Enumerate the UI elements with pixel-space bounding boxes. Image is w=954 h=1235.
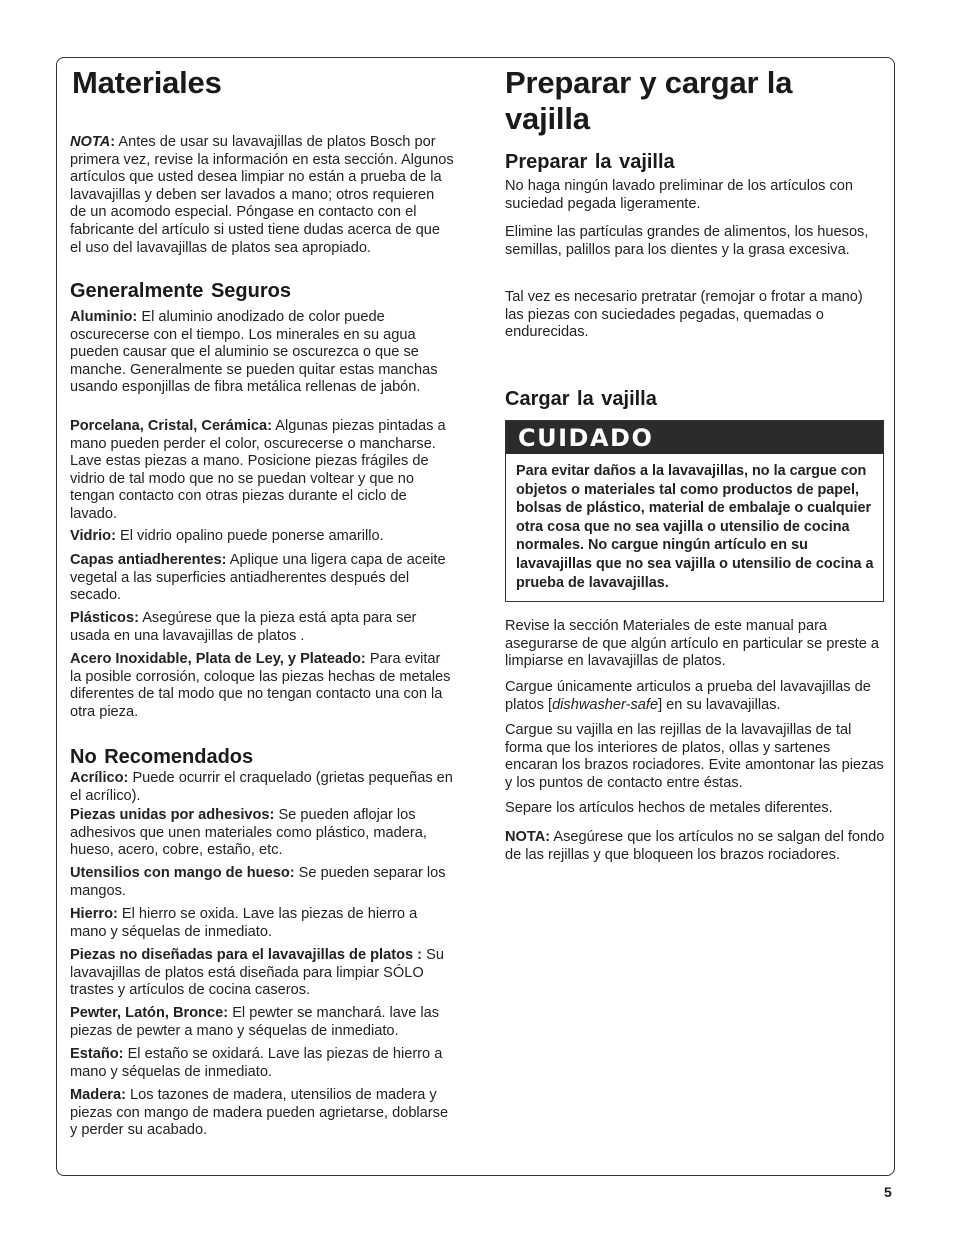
caution-text: Para evitar daños a la lavavajillas, no la cargue con objetos o materiales tal como productos de papel, bolsas de plástico, material de embalaje o cualquier otra cosa que no sea vajilla o utensilio de cocina normales. No cargue ningún artículo en su lavavajillas que no sea vajilla o utensilio de cocina a prueba de lavavajillas. <box>516 463 874 591</box>
not-recommended-item: Piezas no diseñadas para el lavavajillas de platos : Su lavavajillas de platos está diseñada para limpiar SÓLO trastes y artículos de cocina caseros. <box>70 947 444 999</box>
prep-paragraph: No haga ningún lavado preliminar de los artículos con suciedad pegada ligeramente. <box>505 178 854 212</box>
prep-heading: Preparar la vajilla <box>505 151 675 173</box>
not-recommended-item: Piezas unidas por adhesivos: Se pueden aflojar los adhesivos que unen materiales como plástico, madera, hueso, acero, cobre, estaño, etc. <box>70 807 427 859</box>
not-recommended-item: Hierro: El hierro se oxida. Lave las piezas de hierro a mano y séquelas de inmediato. <box>70 906 418 940</box>
prep-paragraph: Elimine las partículas grandes de alimentos, los huesos, semillas, palillos para los dientes y la grasa excesiva. <box>505 224 869 258</box>
materiales-title: Materiales <box>72 65 222 100</box>
safe-item: Vidrio: El vidrio opalino puede ponerse amarillo. <box>70 528 384 544</box>
load-paragraph: Cargue su vajilla en las rejillas de la lavavajillas de tal forma que los interiores de platos, ollas y sartenes encaran los brazos rociadores. Evite amontonar las piezas y los puntos de contacto entre éstas. <box>505 722 884 791</box>
not-recommended-item: Pewter, Latón, Bronce: El pewter se manchará. lave las piezas de pewter a mano y séquelas de inmediato. <box>70 1005 440 1039</box>
load-paragraph: Revise la sección Materiales de este manual para asegurarse de que algún artículo en particular se preste a limpiarse en lavavajillas de platos. <box>505 618 879 670</box>
not-recommended-item: Acrílico: Puede ocurrir el craquelado (grietas pequeñas en el acrílico). <box>70 770 453 804</box>
load-heading: Cargar la vajilla <box>505 388 657 410</box>
load-note: NOTA: Asegúrese que los artículos no se salgan del fondo de las rejillas y que bloqueen los brazos rociadores. <box>505 829 885 863</box>
load-paragraph: Separe los artículos hechos de metales diferentes. <box>505 800 833 816</box>
safe-item: Plásticos: Asegúrese que la pieza está apta para ser usada en una lavavajillas de platos . <box>70 610 417 644</box>
note-text: Antes de usar su lavavajillas de platos Bosch por primera vez, revise la información en esta sección. Algunos artículos que usted desea limpiar no están a prueba de la lavavajillas y deben ser lavados a mano; otros requieren de un acomodo especial. Póngase en contacto con el fabricante del artículo si usted tiene dudas acerca de que el uso del lavavajillas de platos sea apropiado. <box>70 134 454 256</box>
not-recommended-heading: No Recomendados <box>70 746 254 768</box>
not-recommended-item: Madera: Los tazones de madera, utensilios de madera y piezas con mango de madera pueden agrietarse, doblarse y perder su acabado. <box>70 1087 449 1139</box>
load-paragraph: Cargue únicamente articulos a prueba del lavavajillas de platos [dishwasher-safe] en su lavavajillas. <box>505 679 871 713</box>
safe-item: Aluminio: El aluminio anodizado de color puede oscurecerse con el tiempo. Los minerales en su agua pueden causar que el aluminio se oscurezca o que se manche. Generalmente se pueden quitar estas manchas usando esponjillas de fibra metálica rellenas de jabón. <box>70 309 438 396</box>
safe-item: Acero Inoxidable, Plata de Ley, y Plateado: Para evitar la posible corrosión, coloque las piezas hechas de metales diferentes de tal modo que no tengan contacto una con la otra pieza. <box>70 651 451 720</box>
not-recommended-item: Estaño: El estaño se oxidará. Lave las piezas de hierro a mano y séquelas de inmediato. <box>70 1046 443 1080</box>
page-number: 5 <box>884 1184 892 1200</box>
safe-heading: Generalmente Seguros <box>70 280 291 302</box>
caution-header <box>506 421 883 454</box>
not-recommended-item: Utensilios con mango de hueso: Se pueden separar los mangos. <box>70 865 446 899</box>
materiales-note: NOTA: Antes de usar su lavavajillas de platos Bosch por primera vez, revise la información en esta sección. Algunos artículos que usted desea limpiar no están a prueba de la lavavajillas y deben ser lavados a mano; otros requieren de un acomodo especial. Póngase en contacto con el fabricante del artículo si usted tiene dudas acerca de que el uso del lavavajillas de platos sea apropiado. <box>70 134 454 256</box>
safe-item: Porcelana, Cristal, Cerámica: Algunas piezas pintadas a mano pueden perder el color, oscurecerse o mancharse. Lave estas piezas a mano. Posicione piezas frágiles de vidrio de tal modo que no se puedan voltear y que no tengan contacto con otras piezas durante el ciclo de lavado. <box>70 418 446 522</box>
caution-box <box>505 420 884 602</box>
safe-item: Capas antiadherentes: Aplique una ligera capa de aceite vegetal a las superficies antiadherentes después del secado. <box>70 552 446 604</box>
note-label: NOTA <box>70 134 111 150</box>
prep-paragraph: Tal vez es necesario pretratar (remojar o frotar a mano) las piezas con suciedades pegadas, quemadas o endurecidas. <box>505 289 863 341</box>
prepare-load-title: Preparar y cargar la vajilla <box>505 65 793 136</box>
caution-title: CUIDADO <box>518 423 654 452</box>
